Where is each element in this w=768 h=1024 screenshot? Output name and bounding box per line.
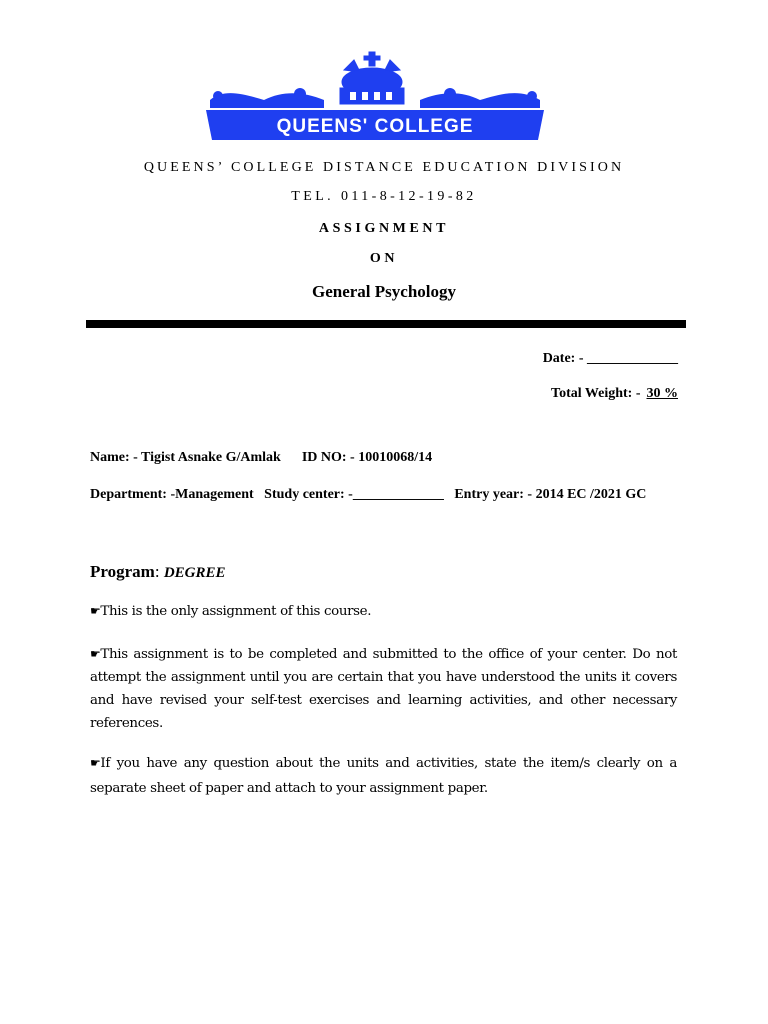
logo-text: QUEENS' COLLEGE <box>276 116 474 137</box>
program-line: Program: DEGREE <box>90 562 226 581</box>
instruction-paragraph <box>90 751 677 801</box>
college-division-line: QUEENS’ COLLEGE DISTANCE EDUCATION DIVISION <box>143 160 625 175</box>
department-row: Department: -Management Study center: -_____________ Entry year: - 2014 EC /2021 GC <box>90 487 647 502</box>
total-weight-field <box>551 386 678 402</box>
instruction-paragraph <box>90 600 677 623</box>
course-title: General Psychology <box>311 282 456 301</box>
on-heading: ON <box>369 251 399 266</box>
pointing-hand-icon: ☛ <box>90 756 101 770</box>
header-divider <box>86 320 686 328</box>
telephone-line: TEL. 011-8-12-19-82 <box>291 189 477 204</box>
student-name-id-row: Name: - Tigist Asnake G/Amlak ID NO: - 10010068/14 <box>90 450 433 465</box>
program-value: DEGREE <box>163 565 226 581</box>
date-field: Date: - _____________ <box>542 351 678 366</box>
total-weight-value: 30 % <box>646 386 678 401</box>
instruction-text: If you have any question about the units and activities, state the item/s clearly on a separate sheet of paper and attach to your assignment paper. <box>90 756 677 796</box>
program-label: Program <box>90 562 155 581</box>
instruction-text: This is the only assignment of this course. <box>100 604 372 619</box>
college-logo <box>204 48 546 144</box>
pointing-hand-icon: ☛ <box>90 604 101 618</box>
instruction-text: This assignment is to be completed and submitted to the office of your center. Do not attempt the assignment until you are certain that you have understood the units it covers and have revised your self-test exercises and learning activities, and other necessary references. <box>90 647 677 731</box>
total-weight-label: Total Weight: - <box>551 386 641 401</box>
instruction-paragraph <box>90 643 677 735</box>
pointing-hand-icon: ☛ <box>90 647 101 661</box>
assignment-heading: ASSIGNMENT <box>318 221 450 236</box>
